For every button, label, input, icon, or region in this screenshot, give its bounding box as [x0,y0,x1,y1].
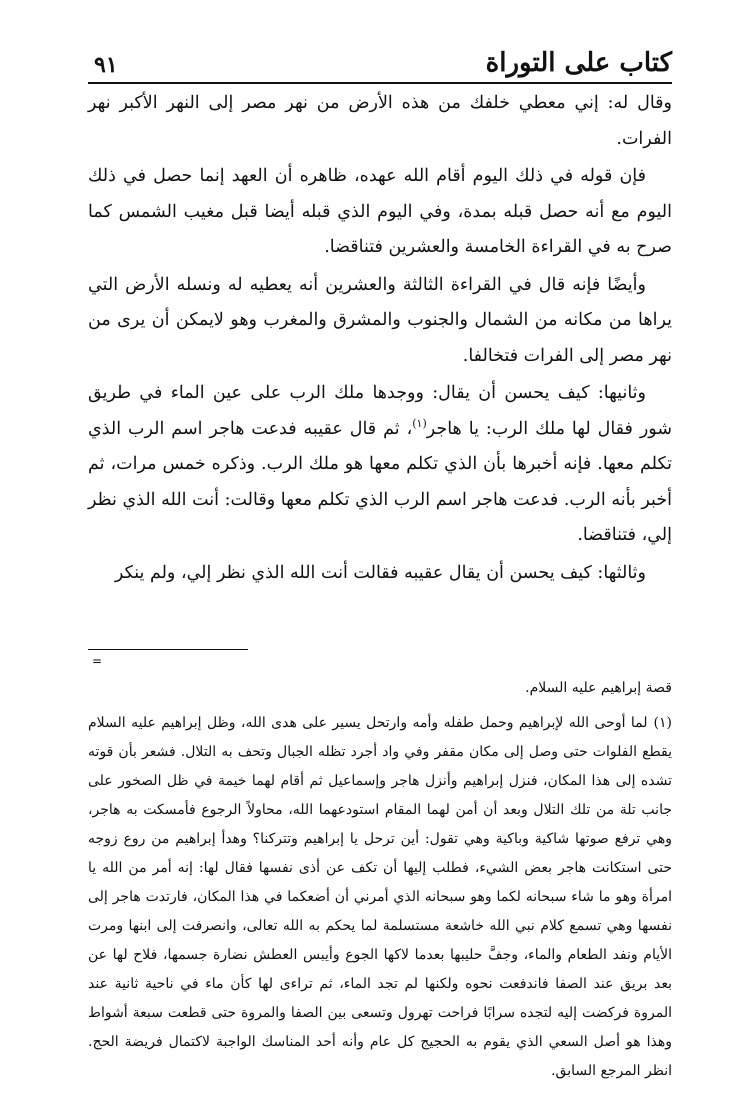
paragraph-1: وقال له: إني معطي خلفك من هذه الأرض من نهر مصر إلى النهر الأكبر نهر الفرات. [88,93,672,149]
header-rule [88,82,672,84]
footnote-intro: قصة إبراهيم عليه السلام. [525,680,672,696]
page-header [88,30,672,78]
footnote-continuation-mark: = [92,654,103,668]
page-number: ٩١ [94,52,118,78]
paragraph-4-end: ، ثم قال عقيبه فدعت هاجر اسم الرب الذي تكلم معها. فإنه أخبرها بأن الذي تكلم معها هو ملك الرب. وذكره خمس مرات، ثم أخبر بأنه الرب. فدعت هاجر اسم الرب الذي تكلم معها وقالت: أنت الله الذي نظر إلي، فتناقضا. [88,418,672,545]
footnote-1 [88,709,672,1086]
footnote-separator [88,649,672,668]
paragraph-5: وثالثها: كيف يحسن أن يقال عقيبه فقالت أنت الله الذي نظر إلي، ولم ينكر [114,562,646,583]
paragraph-2: فإن قوله في ذلك اليوم أقام الله عهده، ظاهره أن العهد إنما حصل في ذلك اليوم مع أنه حصل قبله بمدة، وفي اليوم الذي قبله أيضا قبل مغيب الشمس كما صرح به في القراءة الخامسة والعشرين فتناقضا. [88,166,672,257]
footnote-text: لما أوحى الله لإبراهيم وحمل طفله وأمه وارتحل يسير على هدى الله، وظل إبراهيم عليه السلام يقطع الفلوات حتى وصل إلى مكان مقفر وفي واد أجرد تظله الجبال وتحف به التلال. فشعر بأن قوته تشده إلى هذا المكان، فنزل إبراهيم وأنزل هاجر وإسماعيل ثم أقام لهما خيمة في ظل الصخور على جانب تلة من تلك التلال وبعد أن أمن لهما المقام استودعهما الله، محاولاً الرجوع فأمسكت به هاجر، وهي ترفع صوتها شاكية وباكية وهي تقول: أين ترحل يا إبراهيم وتتركنا؟ وهدأ إبراهيم من روع زوجه حتى استكانت هاجر بعض الشيء، فطلب إليها أن تكف عن أذى نفسها فقال لها: إنه أمر من الله يا امرأة وهو ما شاء سبحانه لكما وهو سبحانه الذي أمرني أن أضعكما في هذا المكان، فارتدت هاجر إلى نفسها وهي تسمع كلام نبي الله خاشعة مستسلمة لما يحكم به الله تعالى، وانصرفت إلى ابنها ومرت الأيام ونفد الطعام والماء، وجفَّ حليبها بعدما لاكها الجوع وأيبس العطش نضارة جسمها، فلاح لها عن بعد بريق عند الصفا فاندفعت نحوه ولكنها لم تجد الماء، ثم تراءى لها كأن ماء في ناحية ثانية عند المروة فركضت إليه لتجده سرابًا فراحت تهرول وتسعى بين الصفا والمروة حتى قطعت سبعة أشواط وهذا هو أصل السعي الذي يقوم به الحجيج كل عام وأنه أحد المناسك الواجبة لاكتمال فريضة الحج. انظر المرجع السابق. [88,715,672,1079]
footnote-number: (١) [653,715,672,731]
paragraph-4 [88,376,672,554]
running-title: كتاب على التوراة [485,48,672,78]
main-text [88,86,672,591]
footnote-reference: (١) [412,416,427,430]
footnote-rule [88,649,248,650]
paragraph-4-start: وثانيها: كيف يحسن أن يقال: ووجدها ملك الرب على عين الماء في طريق شور فقال لها ملك الرب: يا هاجر [88,383,672,439]
paragraph-3: وأيضًا فإنه قال في القراءة الثالثة والعشرين أنه يعطيه له ونسله الأرض التي يراها من مكانه من الشمال والجنوب والمشرق والمغرب وهو لايمكن أن يرى من نهر مصر إلى الفرات فتخالفا. [88,274,672,366]
footnotes [88,674,672,1086]
